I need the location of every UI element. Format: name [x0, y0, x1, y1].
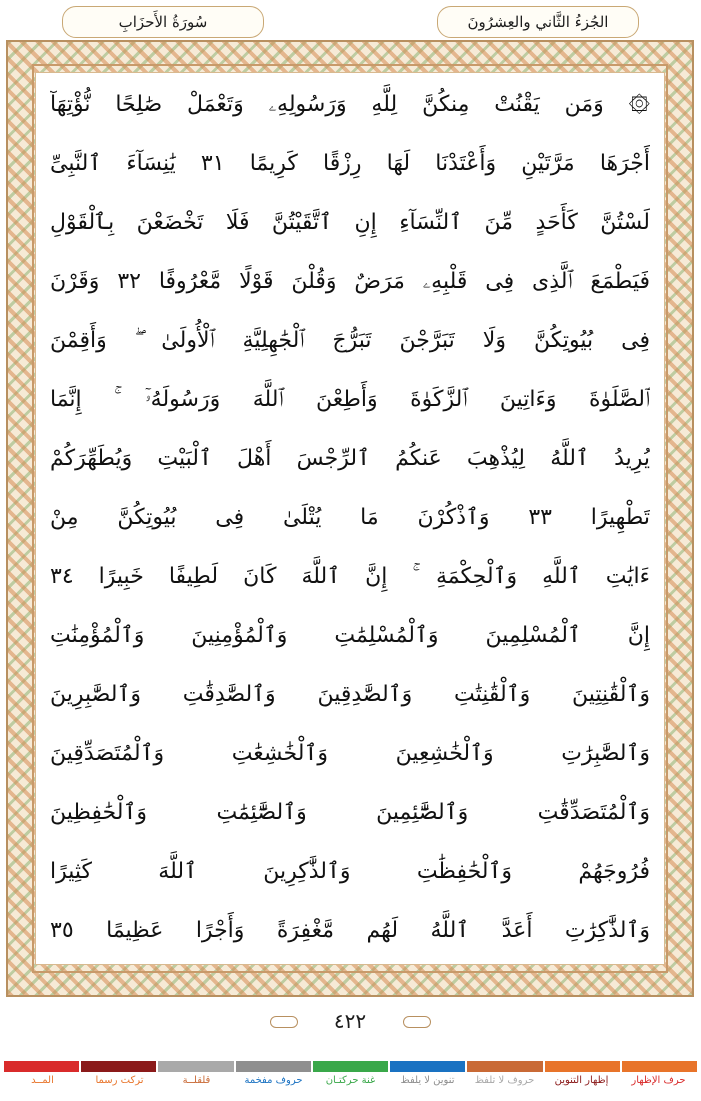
legend-label: تركت رسما [95, 1075, 144, 1086]
legend-label: المــد [31, 1075, 54, 1086]
page-header [0, 0, 701, 44]
verse-line: فِى بُيُوتِكُنَّ وَلَا تَبَرَّجْنَ تَبَرُّجَ ٱلْجَٰهِلِيَّةِ ٱلْأُولَىٰ ۖ وَأَقِمْنَ [50, 328, 650, 353]
legend-label: تنوين لا يلفظ [400, 1075, 455, 1086]
page-number-ornament-left [270, 1016, 298, 1028]
legend-label: حروف لا تلفظ [474, 1075, 535, 1086]
tajweed-legend [0, 1061, 701, 1101]
juz-name: الجُزءُ الثَّاني والعِشرُونَ [467, 13, 609, 31]
verse-line: فُرُوجَهُمْ وَٱلْحَٰفِظَٰتِ وَٱلذَّٰكِرِينَ ٱللَّهَ كَثِيرًا [50, 859, 650, 884]
page-number: ٤٢٢ [333, 1009, 367, 1033]
legend-color-bar [4, 1061, 79, 1072]
legend-label: إظهار التنوين [554, 1075, 609, 1086]
verse-line: إِنَّ ٱلْمُسْلِمِينَ وَٱلْمُسْلِمَٰتِ وَٱلْمُؤْمِنِينَ وَٱلْمُؤْمِنَٰتِ [50, 623, 650, 648]
juz-name-box [437, 6, 639, 38]
legend-color-bar [81, 1061, 156, 1072]
verse-line: وَٱلذَّٰكِرَٰتِ أَعَدَّ ٱللَّهُ لَهُم مَّغْفِرَةً وَأَجْرًا عَظِيمًا ٣٥ [50, 918, 650, 943]
verse-lines [50, 73, 650, 964]
verse-line: وَٱلْمُتَصَدِّقَٰتِ وَٱلصَّٰٓئِمِينَ وَٱلصَّٰٓئِمَٰتِ وَٱلْحَٰفِظِينَ [50, 800, 650, 825]
verse-line: ءَايَٰتِ ٱللَّهِ وَٱلْحِكْمَةِ ۚ إِنَّ ٱللَّهَ كَانَ لَطِيفًا خَبِيرًا ٣٤ [50, 564, 650, 589]
legend-color-bar [313, 1061, 388, 1072]
legend-label: غنة حركتـان [325, 1075, 376, 1086]
surah-name: سُورَةُ الأَحزَابِ [118, 13, 208, 31]
legend-color-bar [545, 1061, 620, 1072]
verse-line: ٱلصَّلَوٰةَ وَءَاتِينَ ٱلزَّكَوٰةَ وَأَطِعْنَ ٱللَّهَ وَرَسُولَهُۥٓ ۚ إِنَّمَا [50, 387, 650, 412]
verse-line: فَيَطْمَعَ ٱلَّذِى فِى قَلْبِهِۦ مَرَضٌ وَقُلْنَ قَوْلًا مَّعْرُوفًا ٣٢ وَقَرْنَ [50, 269, 650, 294]
legend-color-bar [390, 1061, 465, 1072]
legend-label: حروف مفخمة [244, 1075, 303, 1086]
legend-label: حرف الإظهار [631, 1075, 686, 1086]
legend-label: قلقلــة [182, 1075, 211, 1086]
verse-line: وَٱلصَّٰبِرَٰتِ وَٱلْخَٰشِعِينَ وَٱلْخَٰشِعَٰتِ وَٱلْمُتَصَدِّقِينَ [50, 741, 650, 766]
verse-line: أَجْرَهَا مَرَّتَيْنِ وَأَعْتَدْنَا لَهَا رِزْقًا كَرِيمًا ٣١ يَٰنِسَآءَ ٱلنَّبِىِّ [50, 151, 650, 176]
surah-name-box [62, 6, 264, 38]
verse-line: ۞ وَمَن يَقْنُتْ مِنكُنَّ لِلَّهِ وَرَسُولِهِۦ وَتَعْمَلْ صَٰلِحًا نُّؤْتِهَآ [50, 92, 650, 117]
page-number-ornament-right [403, 1016, 431, 1028]
quran-page [35, 72, 665, 965]
legend-color-bar [622, 1061, 697, 1072]
verse-line: تَطْهِيرًا ٣٣ وَٱذْكُرْنَ مَا يُتْلَىٰ فِى بُيُوتِكُنَّ مِنْ [50, 505, 650, 530]
legend-color-bar [467, 1061, 542, 1072]
verse-line: يُرِيدُ ٱللَّهُ لِيُذْهِبَ عَنكُمُ ٱلرِّجْسَ أَهْلَ ٱلْبَيْتِ وَيُطَهِّرَكُمْ [50, 446, 650, 471]
verse-line: وَٱلْقَٰنِتِينَ وَٱلْقَٰنِتَٰتِ وَٱلصَّٰدِقِينَ وَٱلصَّٰدِقَٰتِ وَٱلصَّٰبِرِينَ [50, 682, 650, 707]
legend-color-bar [236, 1061, 311, 1072]
verse-line: لَسْتُنَّ كَأَحَدٍ مِّنَ ٱلنِّسَآءِ إِنِ ٱتَّقَيْتُنَّ فَلَا تَخْضَعْنَ بِٱلْقَوْلِ [50, 210, 650, 235]
legend-color-bar [158, 1061, 233, 1072]
legend-color-bars [4, 1061, 697, 1072]
legend-labels [4, 1075, 697, 1097]
